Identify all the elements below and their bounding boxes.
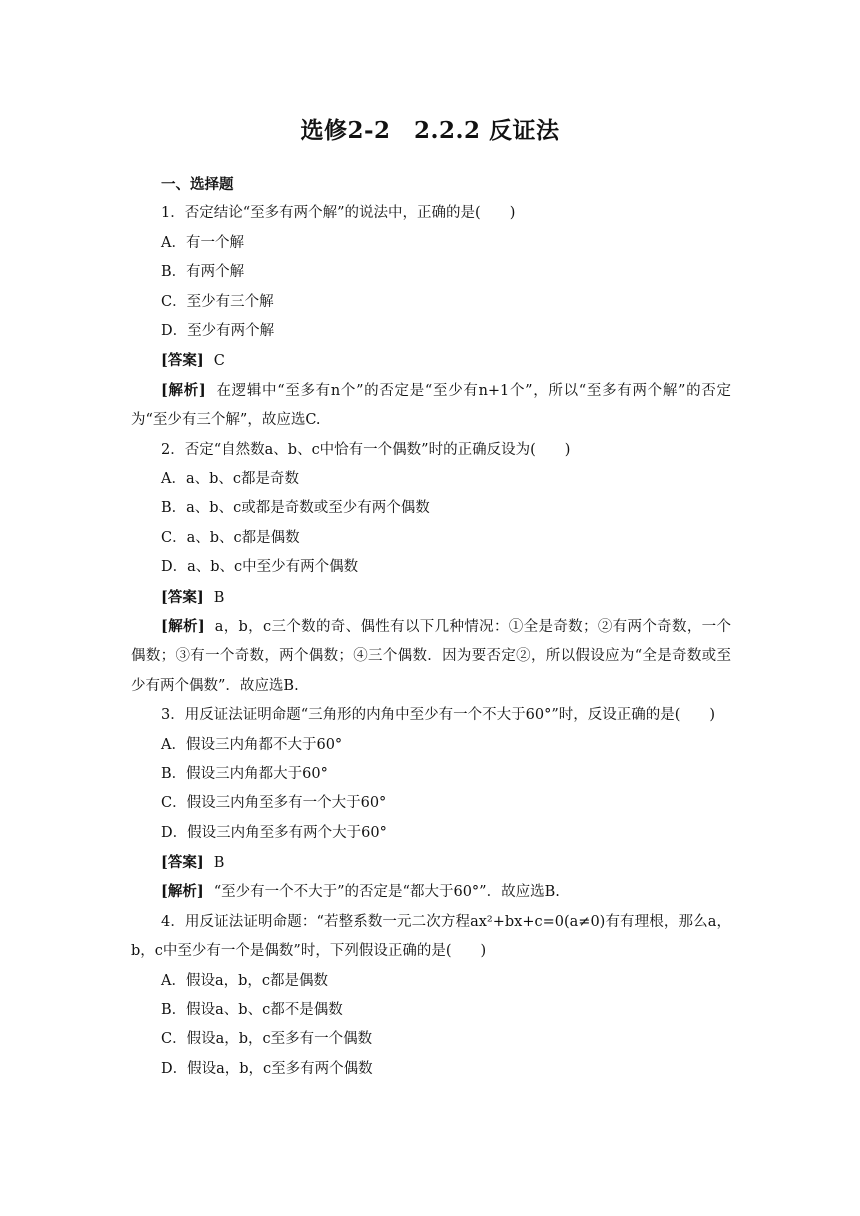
answer-label: [答案] [161,588,204,606]
answer-label: [答案] [161,854,204,872]
question-3-option-a: A．假设三内角都不大于60° [161,736,343,753]
document-body [131,170,731,1084]
question-1-stem: 1．否定结论“至多有两个解”的说法中，正确的是( ) [161,205,516,222]
question-3-stem: 3．用反证法证明命题“三角形的内角中至少有一个不大于60°”时，反设正确的是( ) [161,707,716,724]
analysis-text: “至少有一个不大于”的否定是“都大于60°”．故应选B. [213,884,560,901]
question-1-option-b: B．有两个解 [161,264,245,281]
question-3-option-c: C．假设三内角至多有一个大于60° [161,795,387,812]
question-3-answer [131,848,731,877]
question-2-option-a: A．a、b、c都是奇数 [161,470,300,487]
question-3-option-d: D．假设三内角至多有两个大于60° [161,824,387,841]
answer-label: [答案] [161,352,204,370]
question-4-option-a: A．假设a，b，c都是偶数 [161,972,329,989]
question-1-answer [131,346,731,375]
analysis-label: [解析] [161,617,205,635]
question-2-stem: 2．否定“自然数a、b、c中恰有一个偶数”时的正确反设为( ) [161,441,571,458]
document-title: 选修2-2 2.2.2 反证法 [300,117,560,144]
analysis-label: [解析] [161,883,204,901]
question-4-option-c: C．假设a，b，c至多有一个偶数 [161,1031,373,1048]
question-1-analysis [131,376,731,436]
question-1-option-c: C．至少有三个解 [161,293,274,310]
question-3-option-b: B．假设三内角都大于60° [161,765,328,782]
question-4-stem: 4．用反证法证明命题：“若整系数一元二次方程ax²+bx+c=0(a≠0)有有理根，那么a，b，c中至少有一个是偶数”时，下列假设正确的是( ) [131,913,731,960]
question-1-option-d: D．至少有两个解 [161,322,275,339]
analysis-label: [解析] [161,381,206,399]
section-heading: 一、选择题 [161,176,234,193]
analysis-text: 在逻辑中“至多有n个”的否定是“至少有n+1个”，所以“至多有两个解”的否定为“至少有三个解”，故应选C. [131,382,731,429]
question-4-option-b: B．假设a、b、c都不是偶数 [161,1002,343,1019]
answer-value: B [213,589,225,606]
question-2-option-c: C．a、b、c都是偶数 [161,529,300,546]
answer-value: B [213,855,225,872]
analysis-text: a，b，c三个数的奇、偶性有以下几种情况：①全是奇数；②有两个奇数，一个偶数；③有一个奇数，两个偶数；④三个偶数．因为要否定②，所以假设应为“全是奇数或至少有两个偶数”．故应选B. [131,618,731,694]
question-3-analysis [131,877,731,907]
question-2-option-d: D．a、b、c中至少有两个偶数 [161,559,359,576]
question-2-option-b: B．a、b、c或都是奇数或至少有两个偶数 [161,500,430,517]
question-4-option-d: D．假设a，b，c至多有两个偶数 [161,1060,373,1077]
question-2-answer [131,583,731,612]
question-1-option-a: A．有一个解 [161,234,244,251]
question-2-analysis [131,612,731,701]
answer-value: C [213,353,225,370]
